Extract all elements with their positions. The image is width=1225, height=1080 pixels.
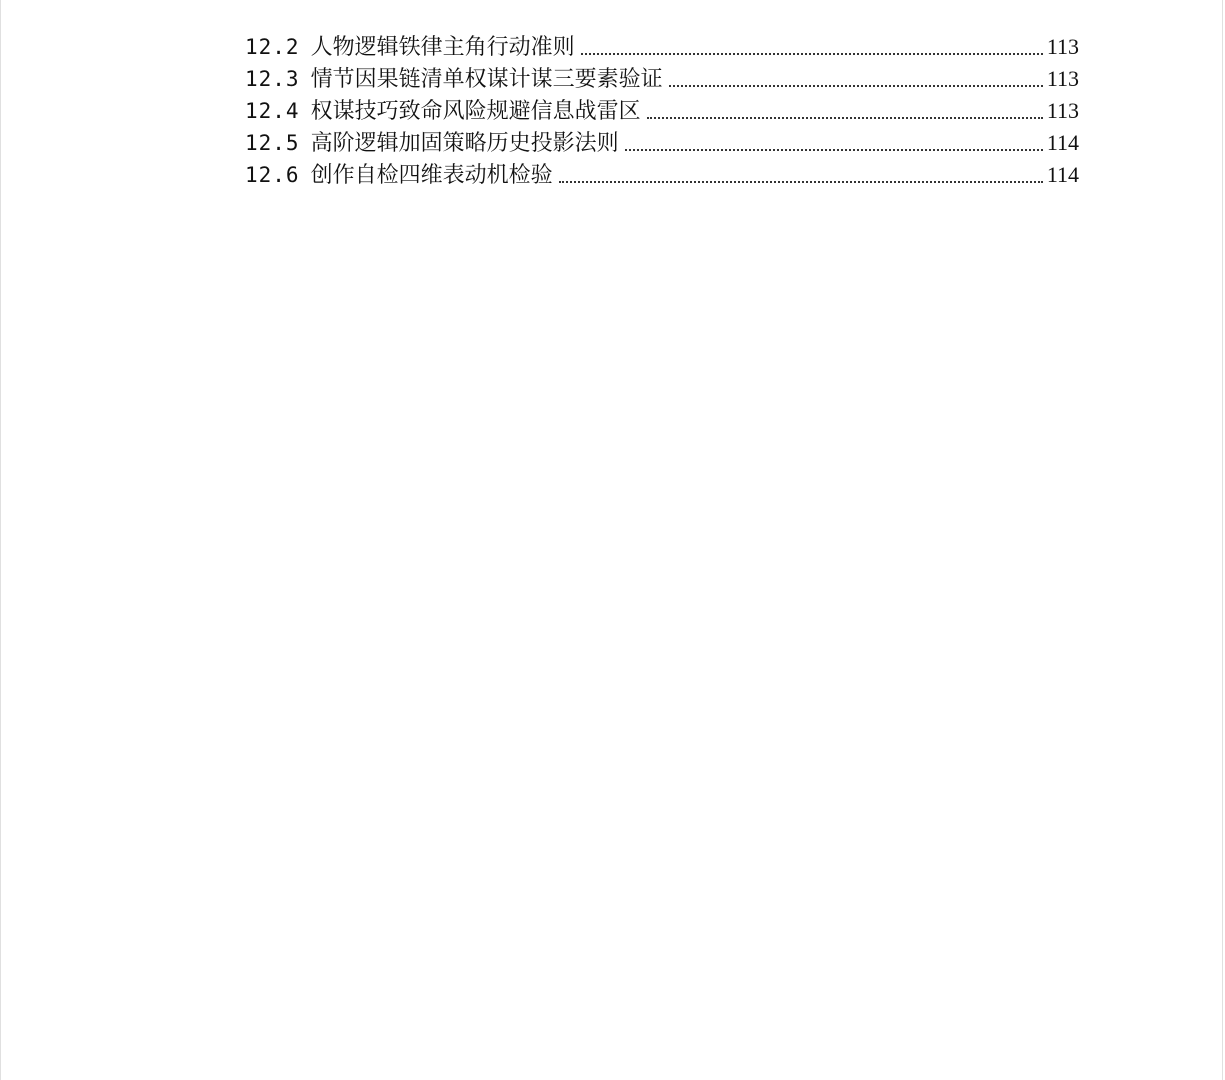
toc-entry-page: 113 <box>1046 34 1079 59</box>
toc-dot-leader <box>581 53 1043 55</box>
toc-entry[interactable] <box>245 63 1079 95</box>
toc-entry-title: 创作自检四维表动机检验 <box>310 163 553 188</box>
toc-entry-number: 12.5 <box>245 131 300 155</box>
toc-dot-leader <box>625 149 1043 151</box>
toc-entry-page: 113 <box>1046 98 1079 123</box>
toc-dot-leader <box>559 181 1043 183</box>
toc-entry-number: 12.4 <box>245 99 300 123</box>
toc-entry[interactable] <box>245 31 1079 63</box>
toc-dot-leader <box>647 117 1043 119</box>
toc-entry-title: 权谋技巧致命风险规避信息战雷区 <box>310 99 641 124</box>
toc-entry[interactable] <box>245 159 1079 191</box>
toc-entry-title: 情节因果链清单权谋计谋三要素验证 <box>310 67 663 92</box>
toc-entry-title: 高阶逻辑加固策略历史投影法则 <box>310 131 619 156</box>
toc-entry[interactable] <box>245 95 1079 127</box>
toc-dot-leader <box>669 85 1043 87</box>
toc-entry[interactable] <box>245 127 1079 159</box>
toc-entry-page: 114 <box>1046 130 1079 155</box>
toc-entry-number: 12.3 <box>245 67 300 91</box>
toc-entry-page: 113 <box>1046 66 1079 91</box>
toc-entry-number: 12.6 <box>245 163 300 187</box>
toc-entry-page: 114 <box>1046 162 1079 187</box>
toc-entry-number: 12.2 <box>245 35 300 59</box>
table-of-contents <box>245 31 1079 191</box>
toc-entry-title: 人物逻辑铁律主角行动准则 <box>310 35 575 60</box>
